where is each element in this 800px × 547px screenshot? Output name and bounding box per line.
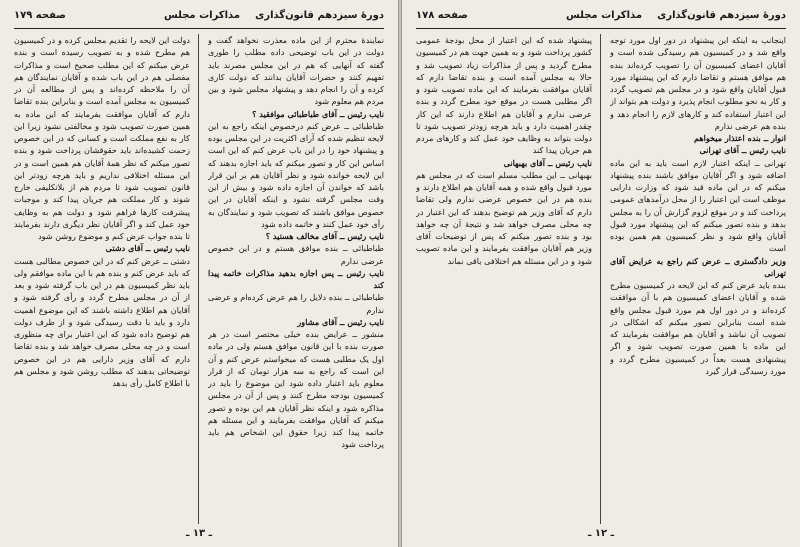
speaker-line: نایب رئیس ــ آقای مخالف هستید ؟ (265, 231, 384, 241)
paragraph: طباطبائی ــ عرض کنم درخصوص اینکه راجع به این لایحه تنظیم شده که آرای اکثریت در این مجلس بوده و پیشنهاد خود را در این باب عرض کنم که این است اساس این کار و تصور میکنم که باید اجازه بدهند که این لایحه خوانده شود و نظر آقایان هم بر این قرار باشد که خواندن آن اجازه داده شود و بیش از این وقت مجلس گرفته نشود و اینکه آقایان در این خصوص موافق باشند که تصویب شود و نمایندگان به رأی خود عمل کنند و خاتمه داده شود (208, 120, 384, 229)
paragraph: منشور ــ عرایض بنده خیلی مختصر است در هر صورت بنده با این قانون موافق هستم ولی در ماده اول یک مطلبی هست که میخواستم عرض کنم و آن این است که راجع به سه هزار تومان که از قرار معلوم باید اعتبار داده شود این موضوع را باید در کمیسیون بودجه مطرح کنند و پس از آن در مجلس مذاکره شود و اینکه نظر آقایان هم این بوده و تصور میکنم که آقایان موافقت بفرمایند و این مسئله هم خاتمه پیدا کند زیرا حقوق این اشخاص هم باید پرداخت شود (208, 329, 384, 450)
paragraph: نمایندهٔ محترم از این ماده معذرت نخواهد گفت و دولت در این باب توضیحی داده مطلب را طوری گفته که آنهایی که هم در این مجلس مصرند باید تفهیم کنند و حضرات آقایان بدانند که دولت کاری کرده و آن را انجام دهد و پیشنهاد مجلس شود و بین مردم هم معلوم شود (208, 35, 384, 107)
speaker-line: انوار ــ بنده اعتذار میخواهم (693, 133, 786, 143)
paragraph: دشتی ــ عرض کنم که در این خصوص مطالبی هست که باید عرض کنم و بنده هم با این ماده موافقم ولی باید نظر کمیسیون هم در این باب گرفته شود و بعد از آن در مجلس مطرح گردد و رأی گرفته شود و آقایان هم اطلاع داشته باشند که این موضوع اهمیت دارد و باید با دقت رسیدگی شود و از طرف دولت هم توضیح داده شود که این اعتبار برای چه منظوری است و در چه محلی مصرف خواهد شد و بنده تقاضا دارم که آقای وزیر دارایی هم در این خصوص توضیحاتی بدهند که مطلب روشن شود و مجلس هم با اطلاع کامل رأی بدهد (14, 255, 190, 388)
left-page (0, 0, 398, 547)
header-title: مذاکرات مجلس (164, 10, 241, 21)
speaker-line: نایب رئیس ــ آقای مشاور (297, 316, 384, 327)
text-column-right (208, 34, 384, 524)
paragraph: دولت این لایحه را تقدیم مجلس کرده و در کمیسیون هم مطرح شده و به تصویب رسیده است و بنده عرض میکنم که این مطلب صحیح است و مذاکرات مفصلی هم در این باب شده و آقایان نمایندگان هم آن را ملاحظه کرده‌اند و پس از مطالعه آن در کمیسیون به مجلس آمده است و بنابراین بنده تقاضا دارم که آقایان موافقت بفرمایند که این ماده به همین صورت تصویب شود و مخالفتی نشود زیرا این کار به نفع مملکت است و کسانی که در این خصوص زحمت کشیده‌اند باید حقوقشان پرداخت شود و بنده تصور میکنم که نظر همهٔ آقایان هم همین است و در این مسئله اختلافی نداریم و باید هرچه زودتر این قانون تصویب شود تا مردم هم از بلاتکلیفی خارج شوند و کار مملکت هم جریان پیدا کند و موجبات پیشرفت کارها فراهم شود و دولت هم به وظایف خود عمل کند و اگر آقایان نظر دیگری دارند بفرمایند تا بنده جواب عرض کنم و موضوع روشن شود (14, 35, 190, 241)
speaker-line: نایب رئیس ــ آقای تهرانی (699, 145, 786, 156)
header-page-label: صفحه ۱۷۹ (14, 10, 66, 21)
right-page (402, 0, 800, 547)
paragraph: طباطبائی ــ بنده موافق هستم و در این خصوص عرضی ندارم (208, 243, 384, 266)
paragraph: طباطبائی ــ بنده دلایل را هم عرض کرده‌ام و عرضی ندارم (208, 292, 384, 315)
header-session: دورهٔ سیزدهم قانون‌گذاری (657, 10, 786, 21)
page-header (14, 10, 384, 26)
header-session: دورهٔ سیزدهم قانون‌گذاری (255, 10, 384, 21)
text-column-left (14, 34, 190, 524)
paragraph: اینجانب به اینکه این پیشنهاد در دور اول مورد توجه واقع شد و در کمیسیون هم رسیدگی شده است و آقایان اعضای کمیسیون آن را تصویب کرده‌اند بنده هم موافق هستم و تقاضا دارم که این پیشنهاد مورد قبول آقایان واقع شود و در مجلس هم تصویب گردد و کار به نحو مطلوب انجام پذیرد و دولت هم بتواند از این اعتبار استفاده کند و کارهای لازم را انجام دهد و بنده هم عرضی ندارم (610, 35, 786, 131)
paragraph: بنده باید عرض کنم که این لایحه در کمیسیون مطرح شده و آقایان اعضای کمیسیون هم با آن موافقت کرده‌اند و در دور اول هم مورد قبول مجلس واقع شده است بنابراین تصور میکنم که اشکالی در تصویب آن نباشد و آقایان هم موافقت بفرمایند که این ماده با همین صورت تصویب شود و اگر پیشنهادی هست بعداً در کمیسیون مطرح گردد و مورد رسیدگی قرار گیرد (610, 280, 786, 376)
header-rule (14, 28, 384, 29)
page-number-footer: ـ ۱۳ ـ (185, 528, 213, 539)
text-column-right (610, 34, 786, 524)
speaker-line: نایب رئیس ــ پس اجازه بدهید مذاکرات خاتمه پیدا کند (208, 267, 384, 290)
paragraph: تهرانی ــ اینکه اعتبار لازم است باید به این ماده اضافه شود و اگر آقایان موافق باشند بنده پیشنهاد میکنم که در این ماده قید شود که وزارت دارایی موظف است این اعتبار را از محل درآمدهای عمومی پرداخت کند و در موقع لزوم گزارش آن را به مجلس بدهد و بنده تصور میکنم که این پیشنهاد مورد قبول آقایان واقع شود و نظر کمیسیون هم همین بوده است (610, 157, 786, 254)
speaker-line: نایب رئیس ــ آقای بهبهانی (503, 157, 592, 168)
page-number-footer: ـ ۱۲ ـ (587, 528, 615, 539)
speaker-line: وزیر دادگستری ــ عرض کنم راجع به عرایض آقای تهرانی (610, 255, 786, 278)
header-title: مذاکرات مجلس (566, 10, 643, 21)
header-page-label: صفحه ۱۷۸ (416, 10, 468, 21)
speaker-line: نایب رئیس ــ آقای طباطبائی موافقید ؟ (252, 108, 384, 119)
header-rule (416, 28, 786, 29)
speaker-line: نایب رئیس ــ آقای دشتی (105, 243, 190, 254)
paragraph: پیشنهاد شده که این اعتبار از محل بودجهٔ عمومی کشور پرداخت شود و به همین جهت هم در کمیسیون مطرح گردید و پس از مذاکرات زیاد تصویب شد و حالا به مجلس آمده است و بنده تقاضا دارم که آقایان موافقت بفرمایند که این ماده تصویب شود و اگر مطلبی هست در موقع خود مطرح گردد و بنده عرضی ندارم و آقایان هم اطلاع دارند که این کار چقدر اهمیت دارد و باید هرچه زودتر تصویب شود تا دولت بتواند به وظایف خود عمل کند و کارهای مردم هم جریان پیدا کند (416, 35, 592, 156)
column-divider (600, 34, 601, 524)
text-column-left (416, 34, 592, 524)
column-divider (198, 34, 199, 524)
page-header (416, 10, 786, 26)
paragraph: بهبهانی ــ این مطلب مسلم است که در مجلس هم مورد قبول واقع شده و همه آقایان هم اطلاع دارند و بنده هم در این خصوص عرضی ندارم ولی تقاضا دارم که آقای وزیر هم توضیح بدهند که این اعتبار در چه محلی مصرف خواهد شد و نتیجهٔ آن چه خواهد بود و بنده تصور میکنم که پس از توضیحات آقای وزیر هم آقایان موافقت بفرمایند و این ماده تصویب شود و در این مسئله هم اختلافی باقی نماند (416, 169, 592, 266)
